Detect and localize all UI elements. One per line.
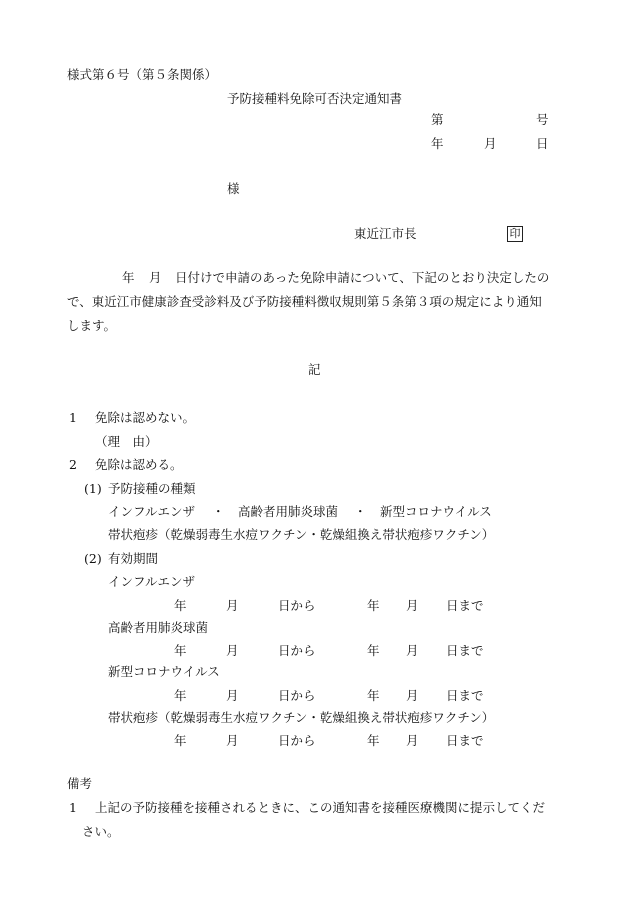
period-month-until: 月 [406,598,419,613]
period-name: 新型コロナウイルス [108,664,220,679]
period-day-from: 日から [278,733,316,748]
item1-number: 1 [69,410,77,425]
type-covid: 新型コロナウイルス [380,504,492,519]
period-day-from: 日から [278,688,316,703]
type-separator: ・ [354,504,367,519]
period-month-until: 月 [406,733,419,748]
document-title: 予防接種料免除可否決定通知書 [227,91,403,106]
period-year-until: 年 [367,688,380,703]
body-year: 年 [122,270,135,285]
sub1-number: (1) [84,481,102,496]
sub2-number: (2) [84,551,102,566]
type-influenza: インフルエンザ [108,504,196,519]
type-shingles: 帯状疱疹（乾燥弱毒生水痘ワクチン・乾燥組換え帯状疱疹ワクチン） [108,527,495,542]
date-year: 年 [431,136,444,151]
period-year-until: 年 [367,598,380,613]
item2-text: 免除は認める。 [95,457,183,472]
form-number: 様式第６号（第５条関係） [67,67,218,82]
seal-mark: 印 [507,226,523,242]
period-name: インフルエンザ [108,574,196,589]
period-year-from: 年 [174,688,187,703]
doc-number-go: 号 [536,112,549,127]
period-name: 帯状疱疹（乾燥弱毒生水痘ワクチン・乾燥組換え帯状疱疹ワクチン） [108,710,495,725]
note1-line-2: さい。 [82,824,120,839]
item1-text: 免除は認めない。 [95,410,196,425]
period-month-until: 月 [406,688,419,703]
remarks-heading: 備考 [67,776,93,791]
type-pneumococcal: 高齢者用肺炎球菌 [238,504,339,519]
period-year-until: 年 [367,733,380,748]
period-year-from: 年 [174,733,187,748]
date-day: 日 [536,136,549,151]
body-line-2: で、東近江市健康診査受診料及び予防接種料徴収規則第５条第３項の規定により通知 [67,294,542,309]
item1-reason-label: （理 由） [95,434,158,449]
sub2-label: 有効期間 [108,551,159,566]
ki-heading: 記 [308,362,321,377]
sender-name: 東近江市長 [354,226,417,241]
period-year-until: 年 [367,643,380,658]
period-month-from: 月 [226,643,239,658]
period-day-until: 日まで [446,688,484,703]
period-day-until: 日まで [446,643,484,658]
type-separator: ・ [212,504,225,519]
period-day-from: 日から [278,598,316,613]
note1-line-1: 上記の予防接種を接種されるときに、この通知書を接種医療機関に提示してくだ [95,800,546,815]
period-day-until: 日まで [446,598,484,613]
doc-number-dai: 第 [431,112,444,127]
period-year-from: 年 [174,643,187,658]
period-day-from: 日から [278,643,316,658]
period-name: 高齢者用肺炎球菌 [108,620,209,635]
period-day-until: 日まで [446,733,484,748]
note1-number: 1 [69,800,77,815]
item2-number: 2 [69,457,77,472]
body-line-1: 日付けで申請のあった免除申請について、下記のとおり決定したの [175,270,550,285]
date-month: 月 [484,136,497,151]
body-line-3: します。 [67,318,117,333]
period-month-from: 月 [226,733,239,748]
period-month-until: 月 [406,643,419,658]
period-month-from: 月 [226,688,239,703]
period-year-from: 年 [174,598,187,613]
period-month-from: 月 [226,598,239,613]
sub1-label: 予防接種の種類 [108,481,196,496]
body-month: 月 [149,270,162,285]
recipient-honorific: 様 [227,181,240,196]
